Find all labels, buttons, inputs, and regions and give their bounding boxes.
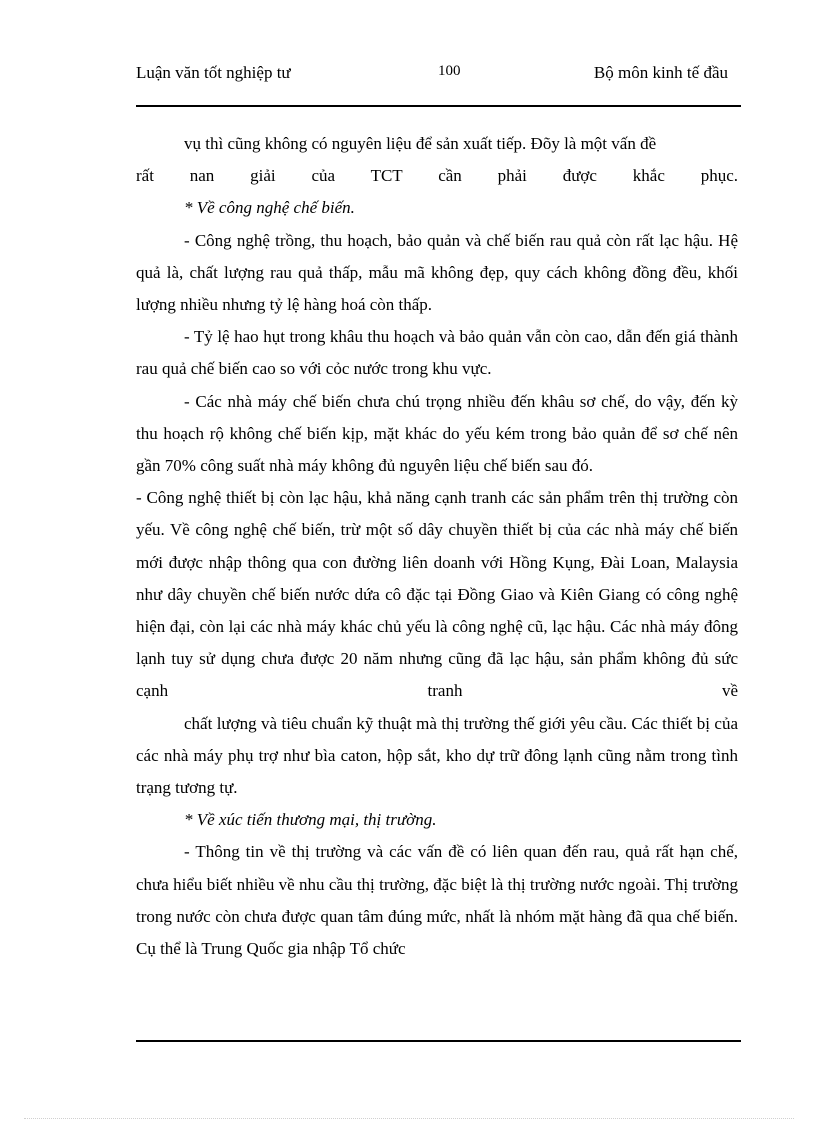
body-text [136, 128, 738, 965]
paragraph-4: - Tỷ lệ hao hụt trong khâu thu hoạch và bảo quản vẫn còn cao, dẫn đến giá thành rau quả chế biến cao so với cỏc nước trong khu vực. [136, 327, 738, 379]
header-thesis-title: Luận văn tốt nghiệp tư [136, 63, 291, 82]
page-bottom-border [24, 1118, 794, 1119]
section-heading-technology: * Về công nghệ chế biến. [184, 198, 355, 218]
header-divider [136, 105, 741, 107]
paragraph-3: - Công nghệ trồng, thu hoạch, bảo quản và chế biến rau quả còn rất lạc hậu. Hệ quả là, chất lượng rau quả thấp, mẫu mã không đẹp, quy cách không đồng đều, khối lượng nhiều nhưng tỷ lệ hàng hoá còn thấp. [136, 230, 738, 315]
header-page-number: 100 [438, 63, 461, 79]
page-header [136, 60, 740, 106]
paragraph-5: - Các nhà máy chế biến chưa chú trọng nhiều đến khâu sơ chế, do vậy, đến kỳ thu hoạch rộ không chế biến kịp, mặt khác do yếu kém trong bảo quản để sơ chế nên gần 70% công suất nhà máy không đủ nguyên liệu chế biến sau đó. [136, 391, 738, 476]
paragraph-6: - Công nghệ thiết bị còn lạc hậu, khả năng cạnh tranh các sản phẩm trên thị trường còn yếu. Về công nghệ chế biến, trừ một số dây chuyền thiết bị của các nhà máy chế biến mới được nhập thông qua con đường liên doanh với Hồng Kụng, Đài Loan, Malaysia như dây chuyền chế biến nước dứa cô đặc tại Đồng Giao và Kiên Giang có công nghệ hiện đại, còn lại các nhà máy khác chủ yếu là công nghệ cũ, lạc hậu. Các nhà máy đông lạnh tuy sử dụng chưa được 20 năm nhưng cũng đã lạc hậu, sản phẩm không đủ sức cạnh tranh về [136, 488, 738, 701]
section-heading-trade-promotion: * Về xúc tiến thương mại, thị trường. [184, 810, 437, 830]
paragraph-8: - Thông tin về thị trường và các vấn đề có liên quan đến rau, quả rất hạn chế, chưa hiểu biết nhiều về nhu cầu thị trường, đặc biệt là thị trường nước ngoài. Thị trường trong nước còn chưa được quan tâm đúng mức, nhất là nhóm mặt hàng đã qua chế biến. Cụ thể là Trung Quốc gia nhập Tổ chức [136, 842, 738, 959]
paragraph-1: vụ thì cũng không có nguyên liệu để sản xuất tiếp. Đõy là một vấn đề [184, 134, 657, 153]
header-department: Bộ môn kinh tế đầu [593, 63, 728, 82]
paragraph-7: chất lượng và tiêu chuẩn kỹ thuật mà thị trường thế giới yêu cầu. Các thiết bị của các nhà máy phụ trợ như bìa caton, hộp sắt, kho dự trữ đông lạnh cũng nằm trong tình trạng tương tự. [136, 713, 738, 798]
paragraph-2: rất nan giải của TCT cần phải được khắc phục. [136, 166, 738, 186]
footer-divider [136, 1040, 741, 1042]
